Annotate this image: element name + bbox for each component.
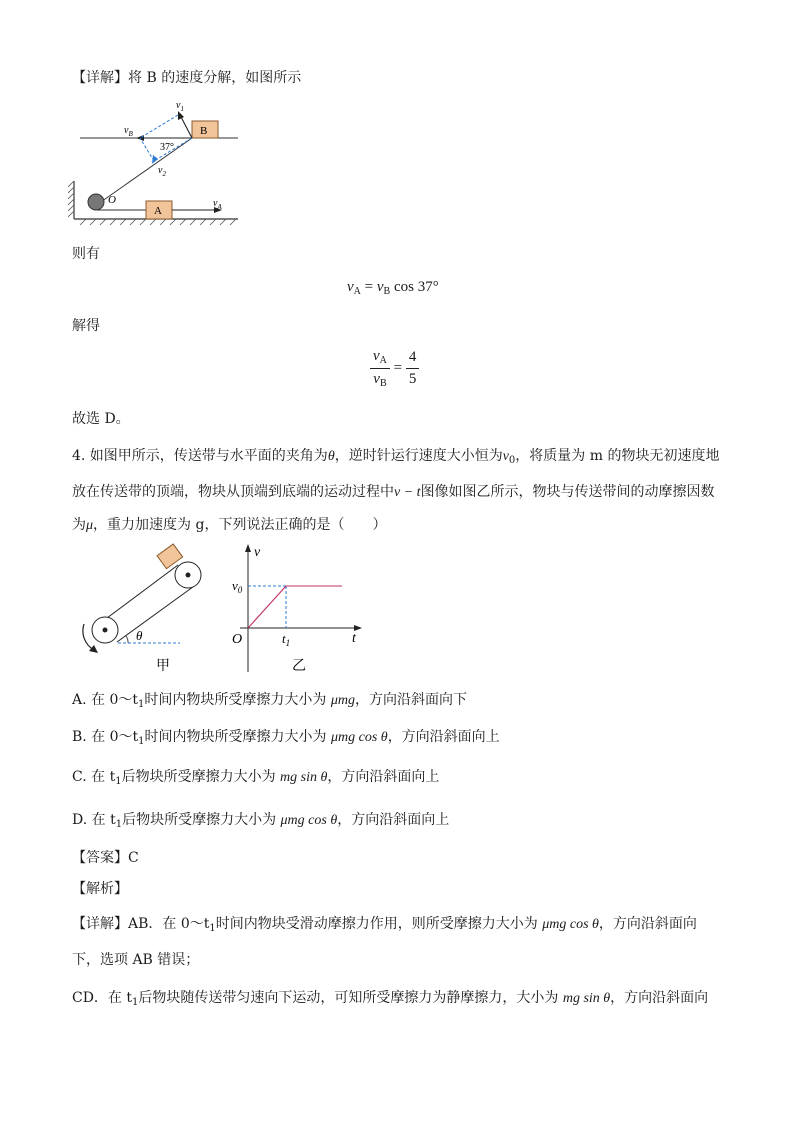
- label-vb: $v_B$: [124, 125, 133, 138]
- v0-label: $v_0$: [232, 578, 243, 595]
- label-v1: $v_1$: [176, 100, 184, 113]
- label-v2: $v_2$: [158, 165, 166, 178]
- label-o: O: [108, 194, 116, 206]
- answer: 【答案】C: [72, 850, 139, 866]
- option-a: A. 在 $0\sim t_1$时间内物块所受摩擦力大小为 μmg，方向沿斜面向下: [72, 692, 467, 710]
- block-a-label: A: [154, 205, 162, 217]
- q4-stem-line-2: 放在传送带的顶端，物块从顶端到底端的运动过程中v − t图像如图乙所示，物块与传送带间的动摩擦因数: [72, 484, 715, 500]
- detail-line-3: CD．在 $t_1$后物块随传送带匀速向下运动，可知所受摩擦力为静摩擦力，大小为 mg sin θ，方向沿斜面向: [72, 990, 709, 1008]
- axis-v-label: v: [254, 545, 261, 560]
- choose-text: 故选 D。: [72, 411, 130, 427]
- vt-graph: [226, 542, 366, 677]
- option-c: C. 在 $t_1$后物块所受摩擦力大小为 mg sin θ，方向沿斜面向上: [72, 769, 440, 787]
- label-angle: 37°: [160, 142, 174, 153]
- detail-line-1: 【详解】AB．在 $0\sim t_1$时间内物块受滑动摩擦力作用，则所受摩擦力大小为 μmg cos θ，方向沿斜面向: [72, 916, 697, 934]
- q4-stem-line-1: 4. 如图甲所示，传送带与水平面的夹角为θ，逆时针运行速度大小恒为$v_0$，将质量为 m 的物块无初速度地: [72, 448, 720, 466]
- t1-label: $t_1$: [282, 631, 291, 648]
- caption-yi: 乙: [292, 659, 306, 674]
- block-on-belt: [157, 544, 183, 569]
- equation-1: $v_A = v_B$ cos 37°: [347, 279, 439, 297]
- option-b: B. 在 $0\sim t_1$时间内物块所受摩擦力大小为 μmg cos θ，方向沿斜面向上: [72, 729, 500, 747]
- origin-label: O: [232, 632, 243, 647]
- label-va: $v_A$: [213, 198, 222, 211]
- analysis-heading: 【解析】: [72, 881, 128, 897]
- pulley: [88, 194, 104, 210]
- option-d: D. 在 $t_1$后物块所受摩擦力大小为 μmg cos θ，方向沿斜面向上: [72, 812, 450, 830]
- conveyor-figure: [70, 542, 220, 677]
- theta-label: θ: [136, 628, 143, 643]
- detail-heading-q3: 【详解】将 B 的速度分解，如图所示: [72, 70, 302, 86]
- axis-t-label: t: [352, 631, 356, 646]
- caption-jia: 甲: [156, 659, 170, 674]
- velocity-decomposition-figure: [68, 95, 248, 230]
- then-text: 则有: [72, 246, 100, 262]
- accel-segment: [248, 586, 286, 628]
- solve-text: 解得: [72, 318, 100, 334]
- equation-2: $\frac{v_A}{v_B}$ = $\frac{4}{5}$: [370, 348, 419, 389]
- detail-line-2: 下，选项 AB 错误；: [72, 952, 200, 968]
- block-b-label: B: [200, 125, 208, 137]
- q4-stem-line-3: 为μ，重力加速度为 g，下列说法正确的是（ ）: [72, 517, 387, 533]
